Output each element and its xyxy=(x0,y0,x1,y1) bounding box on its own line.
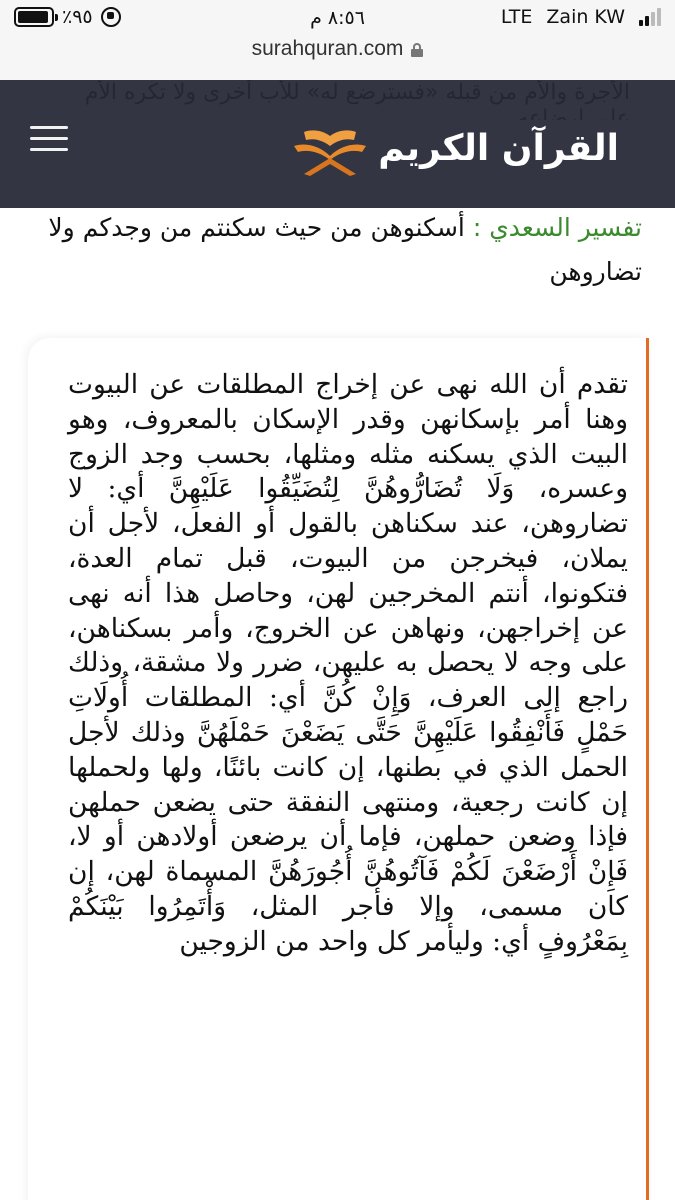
network-type: LTE xyxy=(500,6,533,28)
tafsir-heading xyxy=(30,206,642,294)
battery-percent: ٪٩٥ xyxy=(62,6,93,28)
signal-icon xyxy=(639,8,661,26)
verse-title: أسكنوهن من حيث سكنتم من وجدكم ولا تضاروهن xyxy=(48,213,642,286)
site-header xyxy=(0,80,675,208)
tafsir-source[interactable]: تفسير السعدي : xyxy=(464,213,642,242)
tafsir-card xyxy=(28,338,649,1200)
address-bar[interactable] xyxy=(0,36,675,80)
status-right xyxy=(501,6,661,28)
carrier-name: Zain KW xyxy=(546,6,625,28)
url-text[interactable]: surahquran.com xyxy=(251,37,404,60)
site-logo[interactable] xyxy=(290,118,619,178)
status-bar xyxy=(0,0,675,36)
logo-text: القرآن الكريم xyxy=(378,127,619,169)
status-time: ٨:٥٦ م xyxy=(310,7,365,29)
open-quran-on-stand-icon xyxy=(290,118,370,178)
hamburger-menu-icon[interactable] xyxy=(30,124,68,154)
tafsir-body: تقدم أن الله نهى عن إخراج المطلقات عن البيوت وهنا أمر بإسكانهن وقدر الإسكان بالمعروف، وهو البيت الذي يسكنه مثله ومثلها، بحسب وجد الزوج وعسره، وَلَا تُضَارُّوهُنَّ لِتُضَيِّقُوا عَلَيْهِنَّ أي: لا تضاروهن، عند سكناهن بالقول أو الفعل، لأجل أن يملان، فيخرجن من البيوت، قبل تمام العدة، فتكونوا، أنتم المخرجين لهن، وحاصل هذا أنه نهى عن إخراجهن، ونهاهن عن الخروج، وأمر بسكناهن، على وجه لا يحصل به عليهن، ضرر ولا مشقة، وذلك راجع إلى العرف، وَإِنْ كُنَّ أي: المطلقات أُولَاتِ حَمْلٍ فَأَنْفِقُوا عَلَيْهِنَّ حَتَّى يَضَعْنَ حَمْلَهُنَّ وذلك لأجل الحمل الذي في بطنها، إن كانت بائنًا، ولها ولحملها إن كانت رجعية، ومنتهى النفقة حتى يضعن حملهن فإذا وضعن حملهن، فإما أن يرضعن أولادهن أو لا، فَإِنْ أَرْضَعْنَ لَكُمْ فَآتُوهُنَّ أُجُورَهُنَّ المسماة لهن، إن كان مسمى، وإلا فأجر المثل، وَأْتَمِرُوا بَيْنَكُمْ بِمَعْرُوفٍ أي: وليأمر كل واحد من الزوجين xyxy=(68,369,628,957)
lock-icon xyxy=(411,43,423,57)
